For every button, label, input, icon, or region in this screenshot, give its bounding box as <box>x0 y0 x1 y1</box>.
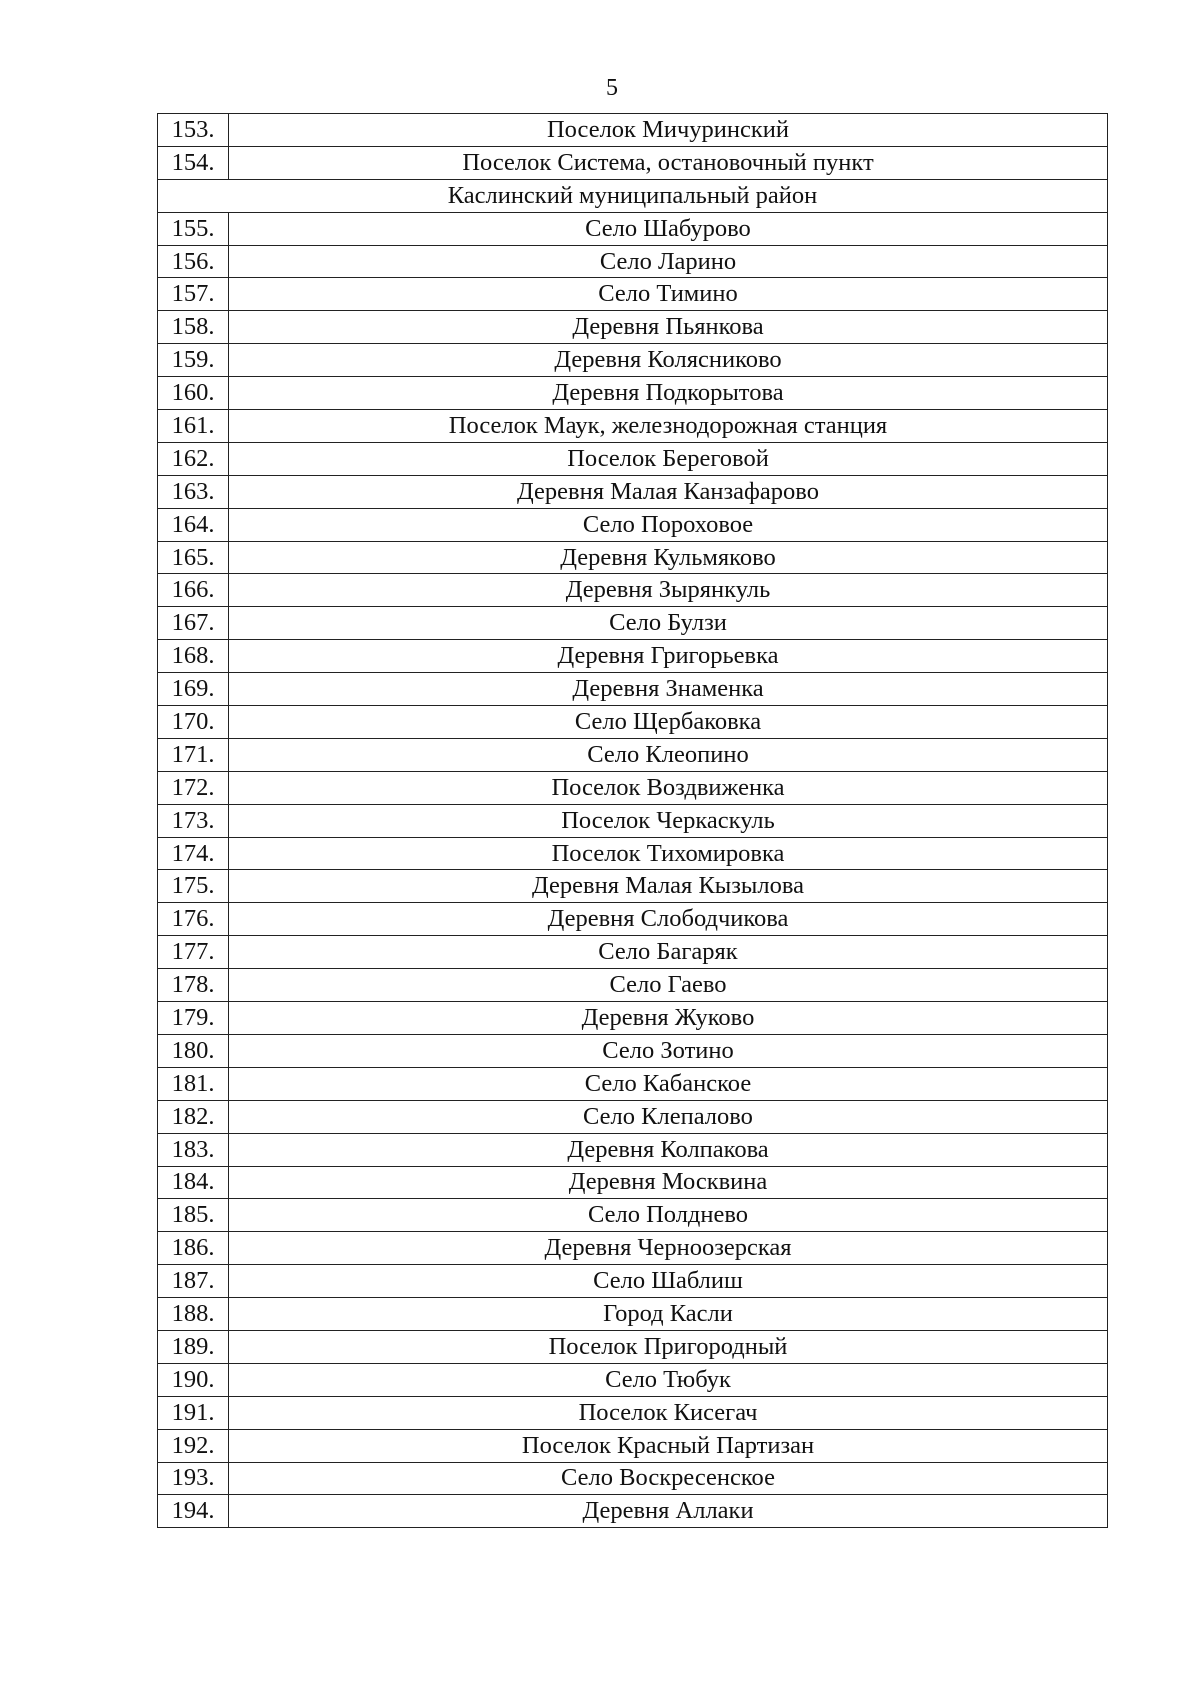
row-number: 174. <box>158 837 229 870</box>
settlement-name: Село Кабанское <box>229 1067 1108 1100</box>
settlement-name: Деревня Аллаки <box>229 1495 1108 1528</box>
table-row <box>158 146 1108 179</box>
table-row <box>158 311 1108 344</box>
row-number: 177. <box>158 936 229 969</box>
settlement-name: Село Булзи <box>229 607 1108 640</box>
settlement-name: Село Гаево <box>229 969 1108 1002</box>
row-number: 165. <box>158 541 229 574</box>
settlement-name: Поселок Мичуринский <box>229 114 1108 147</box>
settlement-name: Деревня Малая Кызылова <box>229 870 1108 903</box>
table-row <box>158 442 1108 475</box>
settlement-name: Село Щербаковка <box>229 706 1108 739</box>
row-number: 170. <box>158 706 229 739</box>
table-row <box>158 377 1108 410</box>
settlement-name: Деревня Подкорытова <box>229 377 1108 410</box>
table-row <box>158 1133 1108 1166</box>
settlement-name: Село Клепалово <box>229 1100 1108 1133</box>
settlement-name: Поселок Система, остановочный пункт <box>229 146 1108 179</box>
settlement-name: Деревня Малая Канзафарово <box>229 475 1108 508</box>
table-row <box>158 1199 1108 1232</box>
settlement-name: Село Багаряк <box>229 936 1108 969</box>
table-row <box>158 673 1108 706</box>
row-number: 178. <box>158 969 229 1002</box>
table-row <box>158 640 1108 673</box>
table-row <box>158 1034 1108 1067</box>
settlement-name: Деревня Москвина <box>229 1166 1108 1199</box>
settlement-name: Деревня Колясниково <box>229 344 1108 377</box>
row-number: 156. <box>158 245 229 278</box>
table-row <box>158 410 1108 443</box>
row-number: 168. <box>158 640 229 673</box>
table-row <box>158 870 1108 903</box>
row-number: 169. <box>158 673 229 706</box>
row-number: 192. <box>158 1429 229 1462</box>
row-number: 158. <box>158 311 229 344</box>
settlement-name: Деревня Черноозерская <box>229 1232 1108 1265</box>
row-number: 191. <box>158 1396 229 1429</box>
row-number: 162. <box>158 442 229 475</box>
table-row <box>158 1100 1108 1133</box>
settlement-name: Село Клеопино <box>229 738 1108 771</box>
table-row <box>158 1166 1108 1199</box>
table-row <box>158 738 1108 771</box>
settlement-name: Село Шабурово <box>229 212 1108 245</box>
table-row <box>158 245 1108 278</box>
settlements-table <box>157 113 1108 1528</box>
row-number: 186. <box>158 1232 229 1265</box>
row-number: 161. <box>158 410 229 443</box>
row-number: 183. <box>158 1133 229 1166</box>
row-number: 166. <box>158 574 229 607</box>
settlement-name: Село Ларино <box>229 245 1108 278</box>
row-number: 188. <box>158 1298 229 1331</box>
section-title: Каслинский муниципальный район <box>158 179 1108 212</box>
row-number: 155. <box>158 212 229 245</box>
table-row <box>158 837 1108 870</box>
table-row <box>158 541 1108 574</box>
row-number: 180. <box>158 1034 229 1067</box>
row-number: 176. <box>158 903 229 936</box>
settlement-name: Село Тюбук <box>229 1363 1108 1396</box>
row-number: 187. <box>158 1265 229 1298</box>
table-row <box>158 574 1108 607</box>
section-header-row <box>158 179 1108 212</box>
settlement-name: Поселок Воздвиженка <box>229 771 1108 804</box>
settlement-name: Деревня Знаменка <box>229 673 1108 706</box>
row-number: 171. <box>158 738 229 771</box>
table-row <box>158 344 1108 377</box>
settlement-name: Село Зотино <box>229 1034 1108 1067</box>
row-number: 184. <box>158 1166 229 1199</box>
table-row <box>158 1298 1108 1331</box>
table-row <box>158 936 1108 969</box>
settlements-table-body <box>158 114 1108 1528</box>
row-number: 181. <box>158 1067 229 1100</box>
settlement-name: Деревня Пьянкова <box>229 311 1108 344</box>
settlement-name: Город Касли <box>229 1298 1108 1331</box>
table-row <box>158 1495 1108 1528</box>
table-row <box>158 475 1108 508</box>
table-row <box>158 706 1108 739</box>
settlement-name: Поселок Черкаскуль <box>229 804 1108 837</box>
settlement-name: Деревня Григорьевка <box>229 640 1108 673</box>
row-number: 153. <box>158 114 229 147</box>
row-number: 182. <box>158 1100 229 1133</box>
table-row <box>158 969 1108 1002</box>
row-number: 193. <box>158 1462 229 1495</box>
row-number: 179. <box>158 1002 229 1035</box>
settlement-name: Село Шаблиш <box>229 1265 1108 1298</box>
row-number: 160. <box>158 377 229 410</box>
table-row <box>158 1067 1108 1100</box>
settlement-name: Село Воскресенское <box>229 1462 1108 1495</box>
settlement-name: Село Полднево <box>229 1199 1108 1232</box>
table-row <box>158 1232 1108 1265</box>
table-row <box>158 278 1108 311</box>
settlement-name: Село Тимино <box>229 278 1108 311</box>
table-row <box>158 1363 1108 1396</box>
settlement-name: Деревня Жуково <box>229 1002 1108 1035</box>
page-number: 5 <box>606 75 618 101</box>
table-row <box>158 1330 1108 1363</box>
row-number: 167. <box>158 607 229 640</box>
row-number: 154. <box>158 146 229 179</box>
row-number: 175. <box>158 870 229 903</box>
row-number: 163. <box>158 475 229 508</box>
row-number: 172. <box>158 771 229 804</box>
table-row <box>158 1002 1108 1035</box>
row-number: 190. <box>158 1363 229 1396</box>
settlement-name: Село Пороховое <box>229 508 1108 541</box>
table-row <box>158 903 1108 936</box>
settlement-name: Поселок Красный Партизан <box>229 1429 1108 1462</box>
table-row <box>158 1429 1108 1462</box>
settlement-name: Поселок Маук, железнодорожная станция <box>229 410 1108 443</box>
settlement-name: Деревня Колпакова <box>229 1133 1108 1166</box>
row-number: 189. <box>158 1330 229 1363</box>
row-number: 157. <box>158 278 229 311</box>
settlement-name: Деревня Слободчикова <box>229 903 1108 936</box>
row-number: 185. <box>158 1199 229 1232</box>
table-row <box>158 114 1108 147</box>
settlement-name: Деревня Кульмяково <box>229 541 1108 574</box>
table-row <box>158 1396 1108 1429</box>
table-row <box>158 508 1108 541</box>
table-row <box>158 771 1108 804</box>
table-row <box>158 212 1108 245</box>
table-row <box>158 1462 1108 1495</box>
settlement-name: Поселок Кисегач <box>229 1396 1108 1429</box>
table-row <box>158 607 1108 640</box>
row-number: 159. <box>158 344 229 377</box>
settlement-name: Поселок Пригородный <box>229 1330 1108 1363</box>
settlement-name: Поселок Береговой <box>229 442 1108 475</box>
settlement-name: Поселок Тихомировка <box>229 837 1108 870</box>
row-number: 173. <box>158 804 229 837</box>
table-row <box>158 804 1108 837</box>
row-number: 194. <box>158 1495 229 1528</box>
row-number: 164. <box>158 508 229 541</box>
table-row <box>158 1265 1108 1298</box>
settlement-name: Деревня Зырянкуль <box>229 574 1108 607</box>
